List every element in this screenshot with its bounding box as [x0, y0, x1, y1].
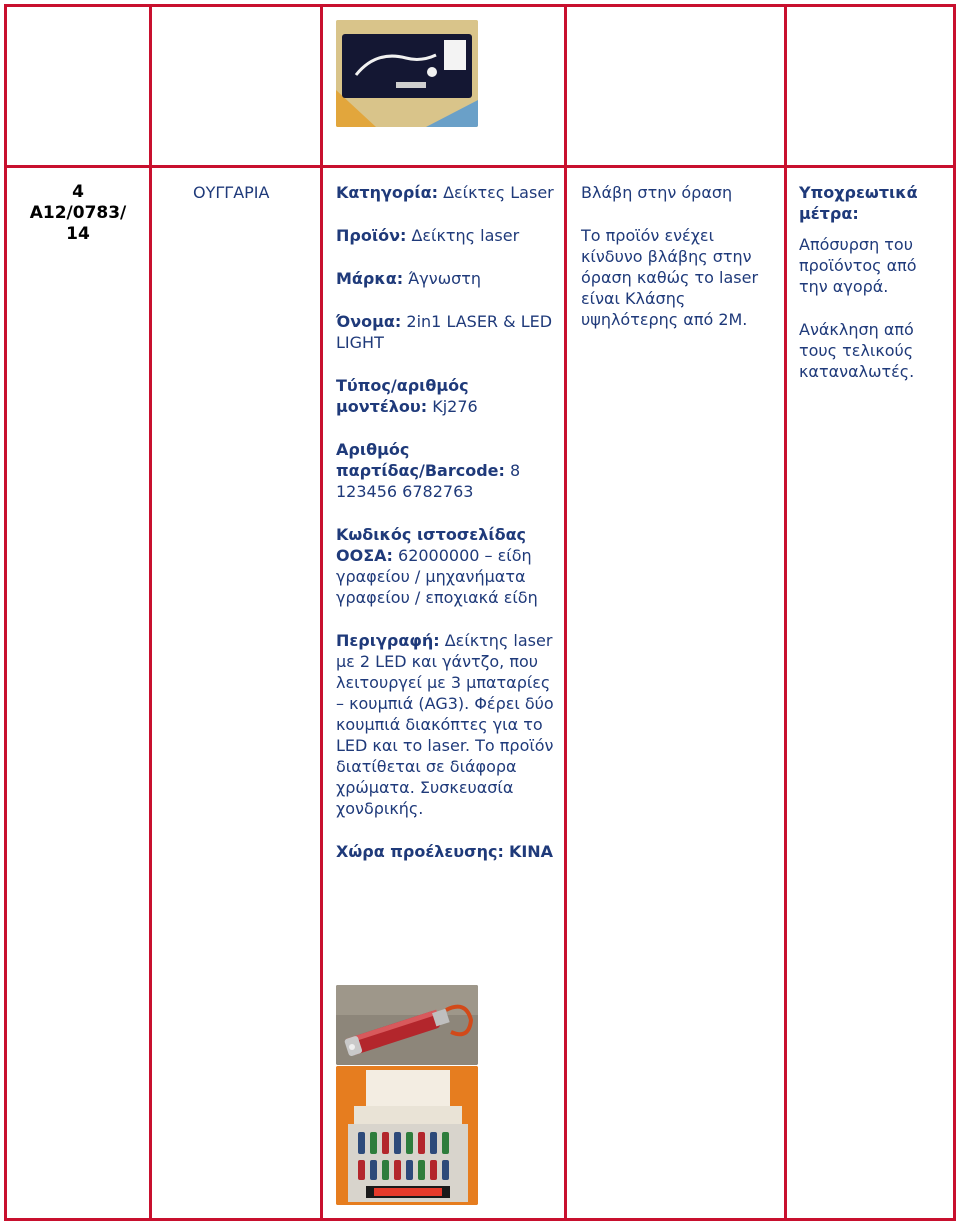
col-divider — [953, 4, 956, 1221]
product-value: Δείκτης laser — [411, 226, 520, 245]
oosa-value: 62000000 – είδη γραφείου / μηχανήματα γραφείου / εποχιακά είδη — [336, 546, 538, 607]
laser-pointer-image — [336, 985, 478, 1065]
record-number-line1: 4 — [72, 182, 84, 202]
description-field — [336, 630, 558, 819]
record-number-line2: A12/0783/ — [29, 203, 127, 223]
notifying-country: ΟΥΓΓΑΡΙΑ — [193, 183, 270, 202]
origin-field — [336, 841, 558, 862]
col-divider — [149, 4, 152, 1221]
package-photo — [336, 20, 478, 127]
origin-label: Χώρα προέλευσης: — [336, 842, 504, 861]
table-border-top — [4, 4, 956, 7]
product-details — [336, 182, 558, 884]
category-value: Δείκτες Laser — [443, 183, 554, 202]
product-label: Προϊόν: — [336, 226, 407, 245]
oosa-label: Κωδικός ιστοσελίδας ΟΟΣΑ: — [336, 525, 527, 565]
model-field — [336, 375, 558, 417]
brand-value: Άγνωστη — [408, 269, 482, 288]
batch-value: 8 123456 6782763 — [336, 461, 521, 501]
name-label: Όνομα: — [336, 312, 402, 331]
name-value: 2in1 LASER & LED LIGHT — [336, 312, 553, 352]
display-box-photo — [336, 1066, 478, 1205]
measures-title: Υποχρεωτικά μέτρα: — [799, 183, 918, 223]
hazard-title: Βλάβη στην όραση — [581, 183, 733, 202]
measures-withdrawal: Απόσυρση του προϊόντος από την αγορά. — [799, 235, 917, 296]
laser-pointer-photo — [336, 985, 478, 1065]
col-divider — [784, 4, 787, 1221]
hazard-cell — [581, 182, 777, 330]
measures-cell — [799, 182, 949, 382]
brand-label: Μάρκα: — [336, 269, 404, 288]
model-label: Τύπος/αριθμός μοντέλου: — [336, 376, 469, 416]
oosa-field — [336, 524, 558, 608]
category-field — [336, 182, 558, 203]
hazard-text: Το προϊόν ενέχει κίνδυνο βλάβης στην όραση καθώς το laser είναι Κλάσης υψηλότερης από 2M. — [581, 226, 759, 329]
col-divider — [320, 4, 323, 1221]
measures-recall: Ανάκληση από τους τελικούς καταναλωτές. — [799, 320, 915, 381]
display-box-image — [336, 1066, 478, 1205]
record-number — [10, 182, 146, 245]
batch-field — [336, 439, 558, 502]
col-divider — [564, 4, 567, 1221]
category-label: Κατηγορία: — [336, 183, 438, 202]
row-divider — [4, 165, 956, 168]
batch-label: Αριθμός παρτίδας/Barcode: — [336, 440, 505, 480]
name-field — [336, 311, 558, 353]
model-value: Kj276 — [432, 397, 478, 416]
description-value: Δείκτης laser με 2 LED και γάντζο, που λειτουργεί με 3 μπαταρίες – κουμπιά (AG3). Φέρει δύο κουμπιά διακόπτες για το LED και το laser. Το προϊόν διατίθεται σε διάφορα χρώματα. Συσκευασία χονδρικής. — [336, 631, 554, 818]
record-number-line3: 14 — [66, 224, 90, 244]
product-field — [336, 225, 558, 246]
table-border-bottom — [4, 1218, 956, 1221]
col-divider — [4, 4, 7, 1221]
brand-field — [336, 268, 558, 289]
package-image — [336, 20, 478, 127]
origin-value: ΚΙΝΑ — [508, 842, 554, 861]
description-label: Περιγραφή: — [336, 631, 440, 650]
